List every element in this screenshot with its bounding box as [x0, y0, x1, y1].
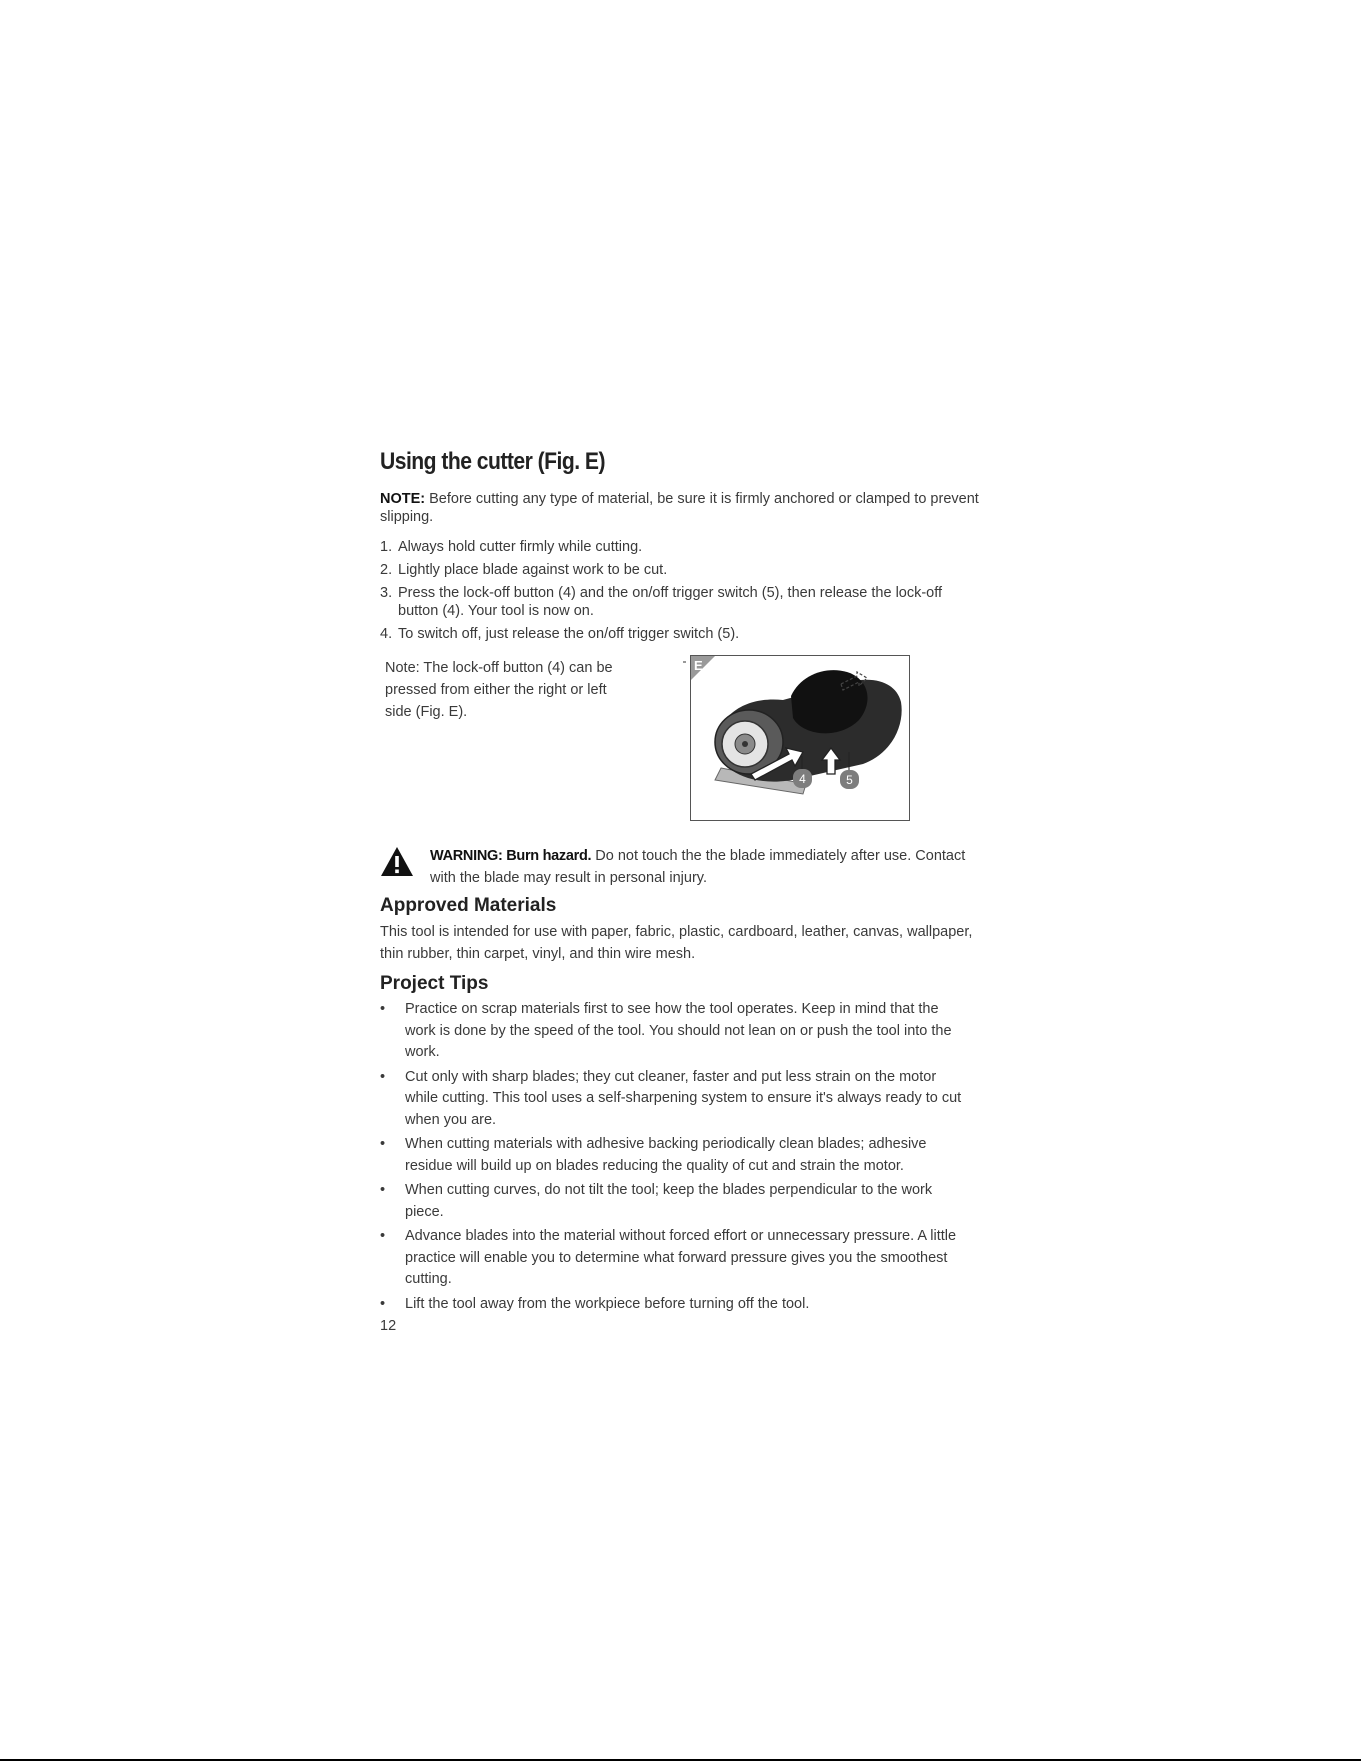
tip-text: Practice on scrap materials first to see how the tool operates. Keep in mind that the work is done by the speed of the tool. You should not lean on or push the tool into the work. — [405, 1001, 952, 1060]
step-number: 2. — [380, 562, 393, 578]
bullet: • — [380, 1295, 386, 1312]
bullet: • — [380, 1068, 386, 1085]
warning-triangle-icon — [380, 846, 414, 877]
tip-text: Advance blades into the material without forced effort or unnecessary pressure. A little practice will enable you to determine what forward pressure gives you the smoothest cutting. — [405, 1228, 957, 1287]
cutter-illustration — [691, 656, 909, 820]
manual-page — [380, 448, 980, 1334]
steps-list — [380, 538, 980, 643]
step-text: Lightly place blade against work to be cut. — [398, 562, 668, 578]
bullet: • — [380, 1136, 386, 1152]
bullet: • — [380, 1001, 386, 1017]
list-item — [380, 999, 965, 1064]
figure-row — [380, 655, 980, 831]
project-tips-list — [380, 999, 980, 1315]
list-item — [380, 1226, 965, 1291]
note-paragraph — [380, 490, 980, 526]
tip-text: Lift the tool away from the workpiece before turning off the tool. — [405, 1295, 810, 1312]
callout-4: 4 — [799, 772, 806, 786]
tip-text: When cutting curves, do not tilt the tool; keep the blades perpendicular to the work piece. — [405, 1182, 933, 1220]
approved-materials-line-2: thin rubber, thin carpet, vinyl, and thin wire mesh. — [380, 946, 696, 962]
approved-materials-text — [380, 921, 980, 965]
figure-note: Note: The lock-off button (4) can be pressed from either the right or left side (Fig. E). — [385, 660, 613, 720]
callout-5: 5 — [846, 773, 853, 787]
step-text: Press the lock-off button (4) and the on/off trigger switch (5), then release the lock-off button (4). Your tool is now on. — [398, 585, 943, 619]
list-item — [380, 1134, 965, 1177]
tip-text: When cutting materials with adhesive backing periodically clean blades; adhesive residue will build up on blades reducing the quality of cut and strain the motor. — [405, 1136, 927, 1174]
step-number: 1. — [380, 539, 393, 555]
list-item — [380, 584, 980, 620]
note-text: Before cutting any type of material, be sure it is firmly anchored or clamped to prevent slipping. — [380, 491, 979, 525]
list-item — [380, 1067, 965, 1132]
figure-tick-mark — [683, 661, 686, 663]
warning-label: WARNING: Burn hazard. — [430, 848, 592, 864]
bullet: • — [380, 1228, 386, 1244]
step-number: 3. — [380, 585, 393, 601]
step-number: 4. — [380, 626, 393, 642]
list-item — [380, 625, 980, 643]
bullet: • — [380, 1182, 386, 1198]
tip-text: Cut only with sharp blades; they cut cleaner, faster and put less strain on the motor while cutting. This tool uses a self-sharpening system to ensure it's always ready to cut when you are. — [405, 1068, 962, 1128]
page-number: 12 — [380, 1318, 397, 1334]
approved-materials-line-1: This tool is intended for use with paper, fabric, plastic, cardboard, leather, canvas, wallpaper, — [380, 924, 973, 940]
warning-text: Do not touch the the blade immediately after use. Contact with the blade may result in personal injury. — [430, 848, 966, 886]
warning-block — [380, 845, 980, 889]
list-item — [380, 561, 980, 579]
blade-screw — [742, 741, 748, 747]
list-item — [380, 1180, 965, 1223]
figure-label: E — [694, 658, 703, 673]
approved-materials-heading: Approved Materials — [380, 895, 557, 916]
section-title: Using the cutter (Fig. E) — [380, 448, 605, 475]
figure-e — [690, 655, 910, 821]
list-item — [380, 1294, 965, 1316]
list-item — [380, 538, 980, 556]
note-label: NOTE: — [380, 491, 426, 507]
step-text: To switch off, just release the on/off trigger switch (5). — [398, 626, 740, 642]
step-text: Always hold cutter firmly while cutting. — [398, 539, 643, 555]
project-tips-heading: Project Tips — [380, 973, 489, 994]
